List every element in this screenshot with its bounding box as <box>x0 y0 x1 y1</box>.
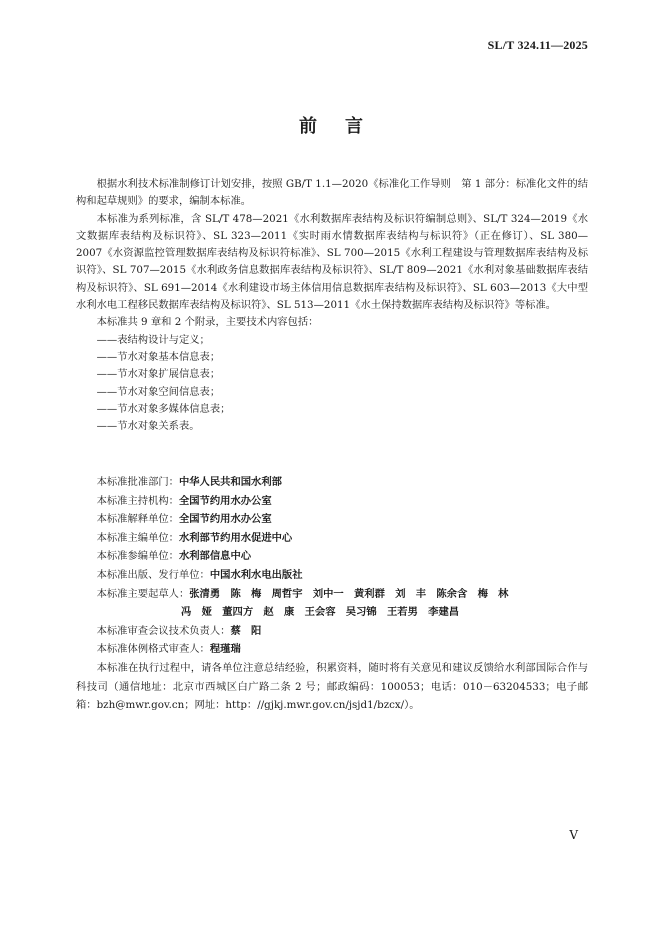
co-editor-value: 水利部信息中心 <box>178 550 252 563</box>
host-label: 本标准主持机构： <box>96 494 179 507</box>
metadata-block <box>76 473 588 715</box>
list-item: ——节水对象多媒体信息表； <box>96 402 231 415</box>
list-item: ——表结构设计与定义； <box>96 333 210 346</box>
co-editor-row <box>76 547 588 566</box>
content-list <box>76 332 588 436</box>
host-value: 全国节约用水办公室 <box>178 494 272 507</box>
paragraph-contents-intro: 本标准共 9 章和 2 个附录，主要技术内容包括： <box>96 316 319 329</box>
format-reviewer-label: 本标准体例格式审查人： <box>96 643 210 656</box>
interpret-value: 全国节约用水办公室 <box>178 513 272 526</box>
drafters-names-1: 张清勇 陈 梅 周哲宇 刘中一 黄利群 刘 丰 陈余含 梅 林 <box>189 587 509 600</box>
list-item: ——节水对象空间信息表； <box>96 385 221 398</box>
drafters-names-2: 冯 娅 董四方 赵 康 王会容 吴习锦 王若男 李建昌 <box>181 606 460 619</box>
tech-reviewer-row <box>76 622 588 641</box>
page-number: Ⅴ <box>569 828 578 842</box>
chief-editor-value: 水利部节约用水促进中心 <box>178 531 293 544</box>
paragraph-basis: 根据水利技术标准制修订计划安排，按照 GB/T 1.1—2020《标准化工作导则 第 1 部分：标准化文件的结构和起草规则》的要求，编制本标准。 <box>76 178 588 208</box>
approval-row <box>76 473 588 492</box>
publisher-row <box>76 566 588 585</box>
standard-code: SL/T 324.11—2025 <box>487 38 588 52</box>
co-editor-label: 本标准参编单位： <box>96 550 179 563</box>
tech-reviewer-value: 蔡 阳 <box>230 624 262 637</box>
format-reviewer-row <box>76 640 588 659</box>
approval-value: 中华人民共和国水利部 <box>178 476 282 488</box>
host-row <box>76 492 588 511</box>
list-item: ——节水对象基本信息表； <box>96 350 221 363</box>
approval-label: 本标准批准部门： <box>96 476 179 488</box>
paragraph-series: 本标准为系列标准，含 SL/T 478—2021《水利数据库表结构及标识符编制总则》、SL/T 324—2019《水文数据库表结构及标识符》、SL 323—2011《实时雨水情数据库表结构与标识符》（正在修订）、SL 380—2007《水资源监控管理数据库表结构及标识符标准》、SL 700—2015《水利工程建设与管理数据库表结构及标识符》、SL 707—2015《水利政务信息数据库表结构及标识符》、SL/T 809—2021《水利对象基础数据库表结构及标识符》、SL 691—2014《水利建设市场主体信用信息数据库表结构及标识符》、SL 603—2013《大中型水利水电工程移民数据库表结构及标识符》、SL 513—2011《水土保持数据库表结构及标识符》等标准。 <box>76 212 588 312</box>
chief-editor-row <box>76 529 588 548</box>
publisher-label: 本标准出版、发行单位： <box>96 568 210 581</box>
format-reviewer-value: 程瑾瑞 <box>209 643 241 656</box>
publisher-value: 中国水利水电出版社 <box>209 568 303 581</box>
page-title: 前言 <box>299 116 391 137</box>
closing-paragraph: 本标准在执行过程中，请各单位注意总结经验，积累资料，随时将有关意见和建议反馈给水利部国际合作与科技司（通信地址：北京市西城区白广路二条 2 号；邮政编码：100053；电话：010－63204533；电子邮箱：bzh@mwr.gov.cn；网址：http：//gjkj.mwr.gov.cn/jsjd1/bzcx/）。 <box>76 661 588 712</box>
drafters-label: 本标准主要起草人： <box>96 587 190 600</box>
interpret-row <box>76 510 588 529</box>
interpret-label: 本标准解释单位： <box>96 513 179 526</box>
drafters-block <box>76 585 588 622</box>
tech-reviewer-label: 本标准审查会议技术负责人： <box>96 624 231 637</box>
list-item: ——节水对象关系表。 <box>96 420 200 433</box>
list-item: ——节水对象扩展信息表； <box>96 368 221 381</box>
foreword-body <box>76 176 588 435</box>
chief-editor-label: 本标准主编单位： <box>96 531 179 544</box>
drafters-line-1 <box>97 585 588 604</box>
